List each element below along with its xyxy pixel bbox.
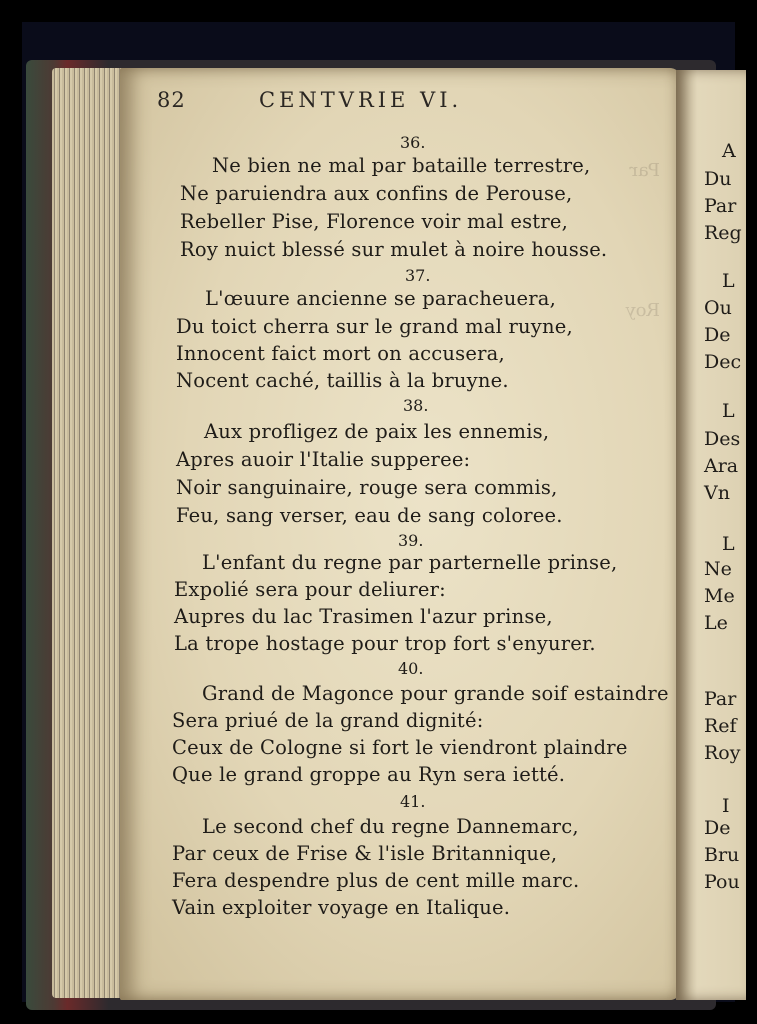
quatrain-number: 37. bbox=[405, 266, 431, 285]
facing-page-fragment: De bbox=[704, 817, 731, 839]
verse-line: L'œuure ancienne se paracheuera, bbox=[205, 287, 556, 310]
show-through-text: Par bbox=[629, 160, 660, 181]
verse-line: L'enfant du regne par parternelle prinse, bbox=[202, 551, 618, 574]
verse-line: Ne paruiendra aux confins de Perouse, bbox=[180, 182, 573, 205]
quatrain-number: 40. bbox=[398, 659, 424, 678]
facing-page-fragment: Des bbox=[704, 428, 741, 450]
verse-line: Ceux de Cologne si fort le viendront plaindre bbox=[172, 736, 628, 759]
facing-page-fragment: Ara bbox=[704, 455, 739, 477]
facing-page-fragment: Bru bbox=[704, 844, 740, 866]
facing-page-fragment: Dec bbox=[704, 351, 742, 373]
verse-line: Noir sanguinaire, rouge sera commis, bbox=[176, 476, 558, 499]
verse-line: Aux profligez de paix les ennemis, bbox=[204, 420, 550, 443]
quatrain-number: 41. bbox=[400, 792, 426, 811]
verse-line: Le second chef du regne Dannemarc, bbox=[202, 815, 579, 838]
quatrain-number: 36. bbox=[400, 133, 426, 152]
verse-line: Du toict cherra sur le grand mal ruyne, bbox=[176, 315, 573, 338]
verse-line: Feu, sang verser, eau de sang coloree. bbox=[176, 504, 563, 527]
verse-line: La trope hostage pour trop fort s'enyurer. bbox=[174, 632, 596, 655]
facing-page-fragment: Vn bbox=[704, 482, 730, 504]
page-number: 82 bbox=[157, 88, 186, 112]
verse-line: Aupres du lac Trasimen l'azur prinse, bbox=[174, 605, 553, 628]
verse-line: Grand de Magonce pour grande soif estaindre bbox=[202, 682, 669, 705]
verse-line: Ne bien ne mal par bataille terrestre, bbox=[212, 154, 591, 177]
facing-page-fragment: De bbox=[704, 324, 731, 346]
facing-page-fragment: L bbox=[722, 533, 735, 555]
verse-line: Sera priué de la grand dignité: bbox=[172, 709, 484, 732]
facing-page-fragment: A bbox=[722, 140, 736, 162]
quatrain-number: 38. bbox=[403, 396, 429, 415]
verse-line: Innocent faict mort on accusera, bbox=[176, 342, 505, 365]
quatrain-number: 39. bbox=[398, 531, 424, 550]
facing-page-fragment: L bbox=[722, 400, 735, 422]
verse-line: Nocent caché, taillis à la bruyne. bbox=[176, 369, 509, 392]
show-through-text: Roy bbox=[625, 300, 660, 321]
facing-page-fragment: Roy bbox=[704, 742, 741, 764]
verse-line: Expolié sera pour deliurer: bbox=[174, 578, 446, 601]
verse-line: Roy nuict blessé sur mulet à noire housse. bbox=[180, 238, 608, 261]
facing-page-fragment: Du bbox=[704, 168, 732, 190]
facing-page-fragment: Ref bbox=[704, 715, 737, 737]
verse-line: Apres auoir l'Italie supperee: bbox=[176, 448, 471, 471]
page-edges bbox=[52, 68, 130, 998]
verse-line: Rebeller Pise, Florence voir mal estre, bbox=[180, 210, 568, 233]
running-title: CENTVRIE VI. bbox=[259, 88, 463, 112]
facing-page-fragment: Ne bbox=[704, 558, 732, 580]
verse-line: Par ceux de Frise & l'isle Britannique, bbox=[172, 842, 558, 865]
verse-line: Vain exploiter voyage en Italique. bbox=[172, 896, 511, 919]
verse-line: Fera despendre plus de cent mille marc. bbox=[172, 869, 580, 892]
facing-page-fragment: Reg bbox=[704, 222, 742, 244]
facing-page-fragment: I bbox=[722, 795, 730, 817]
facing-page-fragment: Pou bbox=[704, 871, 740, 893]
facing-page-fragment: Ou bbox=[704, 297, 732, 319]
verse-line: Que le grand groppe au Ryn sera ietté. bbox=[172, 763, 566, 786]
facing-page-fragment: Le bbox=[704, 612, 728, 634]
facing-page-fragment: L bbox=[722, 270, 735, 292]
facing-page-fragment: Par bbox=[704, 688, 737, 710]
facing-page-fragment: Par bbox=[704, 195, 737, 217]
facing-page-fragment: Me bbox=[704, 585, 735, 607]
